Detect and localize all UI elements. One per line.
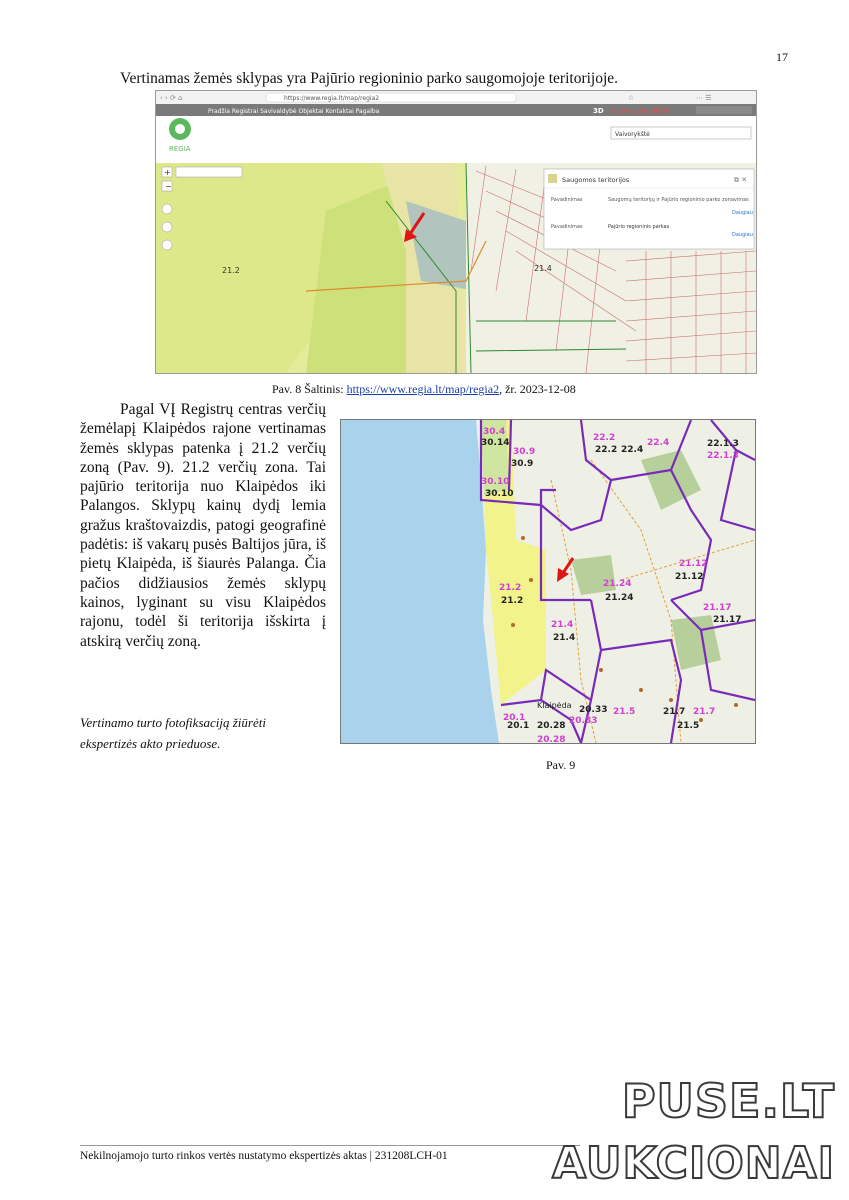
browser-url[interactable]: https://www.regia.lt/map/regia2 bbox=[284, 95, 380, 102]
popup-row2-value: Pajūrio regioninis parkas bbox=[608, 224, 670, 230]
caption-suffix: , žr. 2023-12-08 bbox=[499, 382, 576, 396]
zone-black-21-7: 21.7 bbox=[663, 707, 686, 717]
svg-text:‹ › ⟳ ⌂: ‹ › ⟳ ⌂ bbox=[160, 94, 183, 102]
zone-pink-30-9: 30.9 bbox=[513, 447, 536, 457]
popup-more-2[interactable]: Daugiau bbox=[732, 232, 753, 238]
popup-row1-label: Pavadinimas bbox=[551, 197, 583, 203]
svg-text:☆: ☆ bbox=[628, 94, 635, 102]
zone-pink-21-12: 21.12 bbox=[679, 559, 708, 569]
svg-text:⋯ ☰: ⋯ ☰ bbox=[696, 94, 712, 102]
zone-black-30-14: 30.14 bbox=[481, 438, 510, 448]
mode-3d[interactable]: 3D bbox=[593, 107, 604, 115]
svg-text:+: + bbox=[164, 168, 171, 177]
regia-map-svg bbox=[156, 91, 756, 373]
zone-pink-21-5: 21.5 bbox=[613, 707, 636, 717]
zone-black-22-4: 22.4 bbox=[621, 445, 644, 455]
zone-pink-22-2: 22.2 bbox=[593, 433, 616, 443]
zone-black-30-10: 30.10 bbox=[485, 489, 514, 499]
figure9-caption: Pav. 9 bbox=[546, 758, 576, 772]
popup-icons[interactable]: ⧉ ✕ bbox=[734, 176, 748, 184]
zone-black-22-2: 22.2 bbox=[595, 445, 618, 455]
zone-pink-21-7: 21.7 bbox=[693, 707, 716, 717]
section-heading: Vertinamas žemės sklypas yra Pajūrio regioninio parko saugomojoje teritorijoje. bbox=[120, 70, 619, 87]
zone-black-20-33: 20.33 bbox=[579, 705, 608, 715]
zone-pink-21-4: 21.4 bbox=[551, 620, 574, 630]
zone-pink-21-2: 21.2 bbox=[499, 583, 522, 593]
zone-pink-30-4: 30.4 bbox=[483, 427, 506, 437]
zone-pink-21-17: 21.17 bbox=[703, 603, 732, 613]
footer-divider bbox=[80, 1145, 580, 1146]
zone-black-20-28: 20.28 bbox=[537, 721, 566, 731]
photo-note-line2: ekspertizės akto prieduose. bbox=[80, 736, 221, 751]
figure8-caption bbox=[272, 382, 576, 397]
body-paragraph bbox=[80, 400, 326, 651]
svg-text:−: − bbox=[165, 182, 172, 191]
caption-prefix: Pav. 8 Šaltinis: bbox=[272, 382, 347, 396]
zone-black-21-24: 21.24 bbox=[605, 593, 634, 603]
search-input[interactable]: Vaivorykštė bbox=[615, 131, 650, 138]
zone-black-22-1-3: 22.1.3 bbox=[707, 439, 739, 449]
zone-black-21-2: 21.2 bbox=[501, 596, 524, 606]
popup-title: Saugomos teritorijos bbox=[562, 176, 630, 184]
watermark-line2: AUKCIONAI bbox=[552, 1138, 835, 1189]
popup-row1-value: Saugomų teritorijų ir Pajūrio regioninio parko zonavimas bbox=[608, 197, 749, 203]
zone-black-30-9: 30.9 bbox=[511, 459, 534, 469]
photo-note-line1: Vertinamo turto fotofiksaciją žiūrėti bbox=[80, 715, 266, 730]
value-zone-map bbox=[340, 419, 756, 744]
popup-more-1[interactable]: Daugiau bbox=[732, 210, 753, 216]
zone-pink-20-28: 20.28 bbox=[537, 735, 566, 743]
regia-logo: REGIA bbox=[169, 145, 191, 153]
zone-pink-21-24: 21.24 bbox=[603, 579, 632, 589]
town-label: Klaipėda bbox=[537, 701, 572, 710]
zone-black-21-17: 21.17 bbox=[713, 615, 742, 625]
value-zone-map-svg bbox=[341, 420, 755, 743]
zone-pink-22-1-3: 22.1.3 bbox=[707, 451, 739, 461]
footer-text: Nekilnojamojo turto rinkos vertės nustatymo ekspertizės aktas | 231208LCH-01 bbox=[80, 1150, 448, 1162]
zone-black-21-12: 21.12 bbox=[675, 572, 704, 582]
zone-label-21-2: 21.2 bbox=[222, 266, 240, 275]
zone-pink-30-10: 30.10 bbox=[481, 477, 510, 487]
caption-link[interactable]: https://www.regia.lt/map/regia2 bbox=[346, 382, 500, 396]
zone-pink-20-33: 20.33 bbox=[569, 716, 598, 726]
regia-map-screenshot bbox=[155, 90, 757, 374]
zone-black-21-4: 21.4 bbox=[553, 633, 576, 643]
photo-note bbox=[80, 712, 340, 754]
zone-pink-20-1: 20.1 bbox=[503, 713, 526, 723]
zone-black-20-1: 20.1 bbox=[507, 721, 530, 731]
svg-text:Savivaldybė: REGIA: Savivaldybė: REGIA bbox=[611, 108, 670, 115]
page-number: 17 bbox=[776, 50, 788, 64]
zone-pink-22-4: 22.4 bbox=[647, 438, 670, 448]
zone-black-21-5: 21.5 bbox=[677, 721, 700, 731]
regia-nav[interactable]: Pradžia Registrai Savivaldybė Objektai Kontaktai Pagalba bbox=[208, 108, 380, 115]
popup-row2-label: Pavadinimas bbox=[551, 224, 583, 230]
watermark-line1: PUSE.LT bbox=[621, 1074, 835, 1128]
zone-label-21-4: 21.4 bbox=[534, 264, 552, 273]
paragraph-text: Pagal VĮ Registrų centras verčių žemėlapį Klaipėdos rajone vertinamas žemės sklypas patenka į 21.2 verčių zoną (Pav. 9). 21.2 verčių zona. Tai pajūrio teritorija nuo Klaipėdos iki Palangos. Sklypų kainų dydį lemia gražus kraštovaizdis, patogi geografinė padėtis: iš vakarų pusės Baltijos jūra, iš pietų Klaipėda, iš šiaurės Palanga. Čia pačios didžiausios žemės sklypų kainos, lyginant su visu Klaipėdos rajonu, todėl ši teritorija išskirta į atskirą verčių zoną. bbox=[80, 401, 326, 650]
